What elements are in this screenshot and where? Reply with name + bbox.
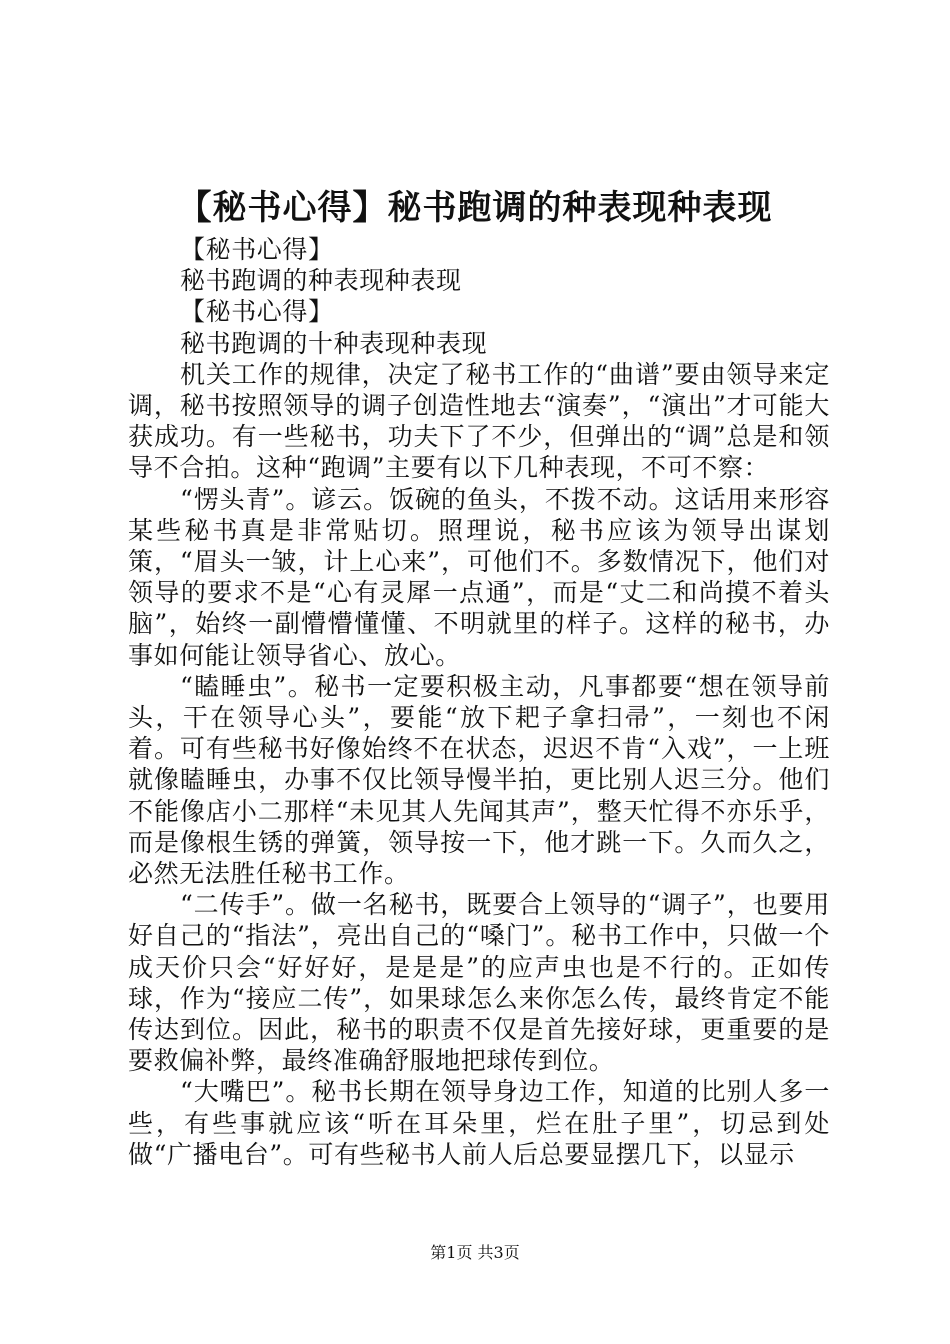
header-line: 秘书跑调的种表现种表现 <box>180 266 462 296</box>
header-line: 【秘书心得】 <box>180 297 334 327</box>
paragraph-item: “二传手”。做一名秘书，既要合上领导的“调子”，也要用好自己的“指法”，亮出自己的“嗓门”。秘书工作中，只做一个成天价只会“好好好，是是是”的应声虫也是不行的。正如传球，作为“接应二传”，如果球怎么来你怎么传，最终肯定不能传达到位。因此，秘书的职责不仅是首先接好球，更重要的是要救偏补弊，最终准确舒服地把球传到位。 <box>128 890 830 1076</box>
document-body <box>128 234 830 1170</box>
paragraph-intro: 机关工作的规律，决定了秘书工作的“曲谱”要由领导来定调，秘书按照领导的调子创造性地去“演奏”，“演出”才可能大获成功。有一些秘书，功夫下了不少，但弹出的“调”总是和领导不合拍。这种“跑调”主要有以下几种表现，不可不察： <box>128 359 830 483</box>
header-line: 秘书跑调的十种表现种表现 <box>180 328 488 358</box>
document-title: 【秘书心得】秘书跑调的种表现种表现 <box>177 188 773 228</box>
header-line: 【秘书心得】 <box>180 235 334 264</box>
paragraph-item: “大嘴巴”。秘书长期在领导身边工作，知道的比别人多一些，有些事就应该“听在耳朵里，烂在肚子里”，切忌到处做“广播电台”。可有些秘书人前人后总要显摆几下，以显示 <box>128 1077 830 1169</box>
paragraph-item: “愣头青”。谚云。饭碗的鱼头，不拨不动。这话用来形容某些秘书真是非常贴切。照理说，秘书应该为领导出谋划策，“眉头一皱，计上心来”，可他们不。多数情况下，他们对领导的要求不是“心有灵犀一点通”，而是“丈二和尚摸不着头脑”，始终一副懵懵懂懂、不明就里的样子。这样的秘书，办事如何能让领导省心、放心。 <box>128 484 830 670</box>
paragraph-item: “瞌睡虫”。秘书一定要积极主动，凡事都要“想在领导前头，干在领导心头”，要能“放下耙子拿扫帚”，一刻也不闲着。可有些秘书好像始终不在状态，迟迟不肯“入戏”，一上班就像瞌睡虫，办事不仅比领导慢半拍，更比别人迟三分。他们不能像店小二那样“未见其人先闻其声”，整天忙得不亦乐乎，而是像根生锈的弹簧，领导按一下，他才跳一下。久而久之，必然无法胜任秘书工作。 <box>128 671 830 888</box>
page-footer: 第1页 共3页 <box>430 1243 520 1262</box>
